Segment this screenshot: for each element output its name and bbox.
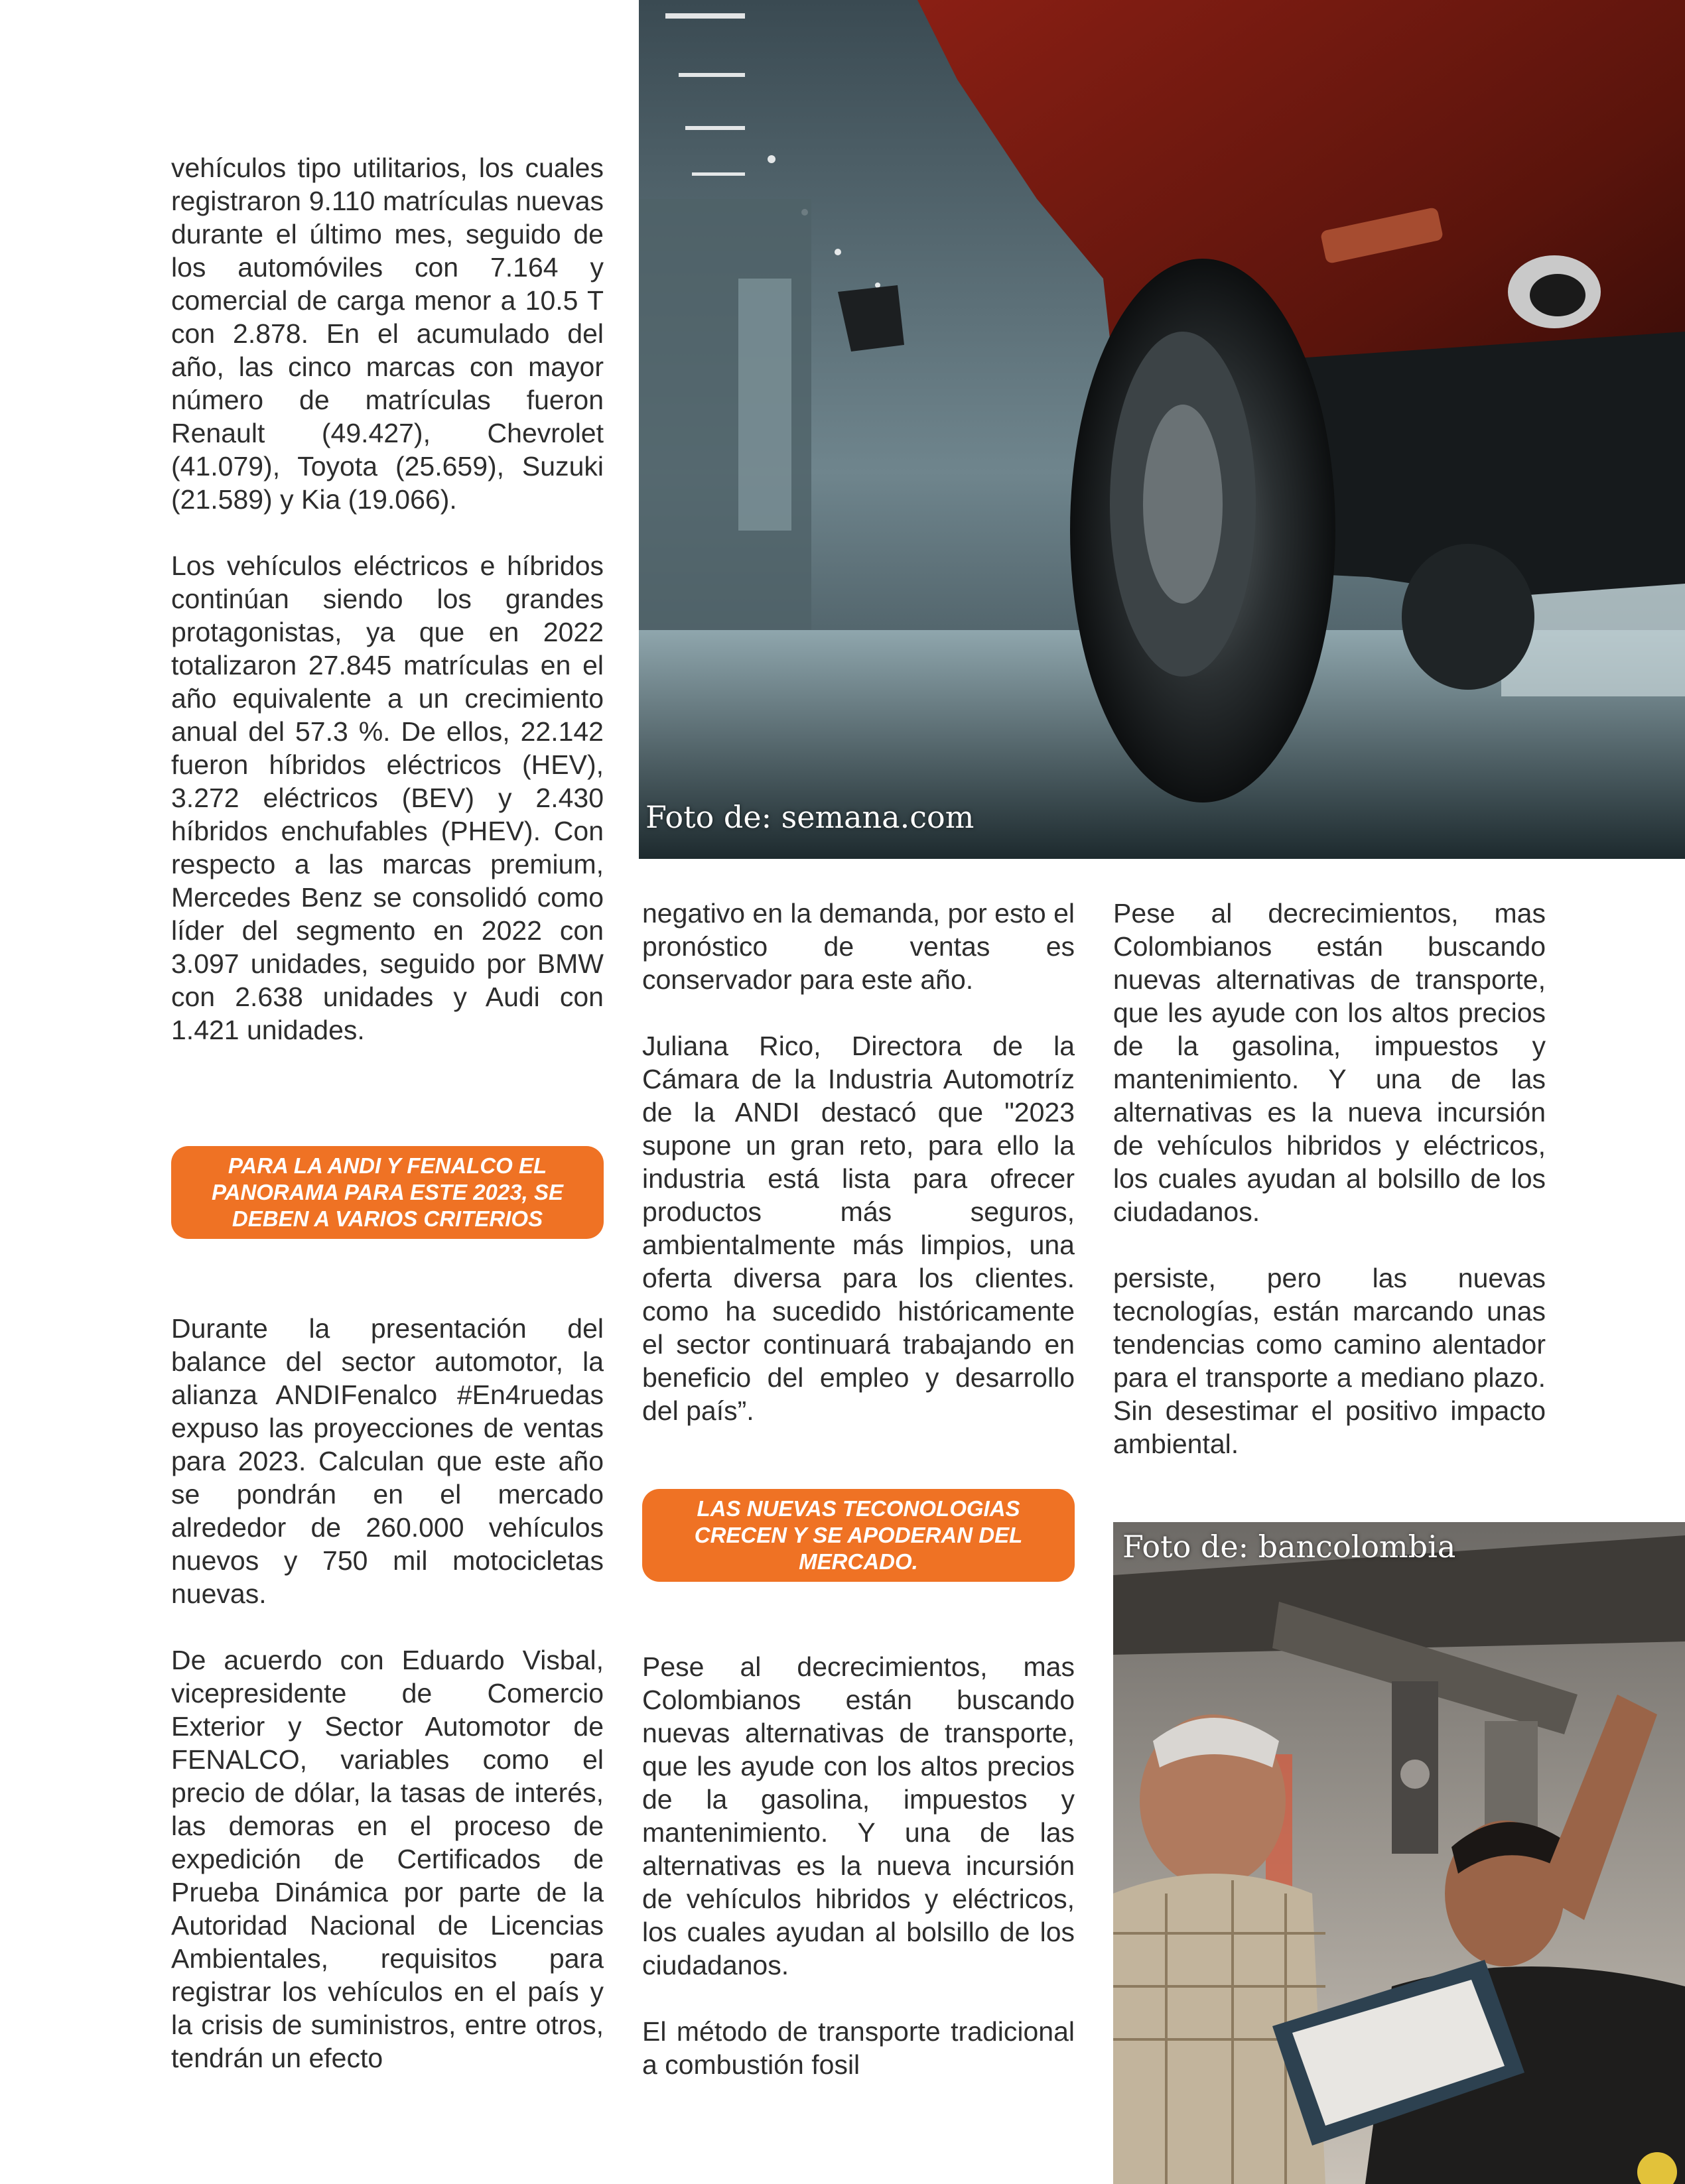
middle-para-3: Pese al decrecimientos, mas Colombianos están buscando nuevas alternativas de transporte, que les ayude con los altos precios de la gasolina, impuestos y mantenimiento. Y una de las alternativas es la nueva incursión de vehículos hibridos y eléctricos, los cuales ayudan al bolsillo de los ciudadanos. — [642, 1651, 1075, 1980]
left-para-3: Durante la presentación del balance del sector automotor, la alianza ANDIFenalco #En4ruedas expuso las proyecciones de ventas para 2023. Calculan que este año se pondrán en el mercado alrededor de 260.000 vehículos nuevos y 750 mil motocicletas nuevas. — [171, 1313, 604, 1609]
mechanics-photo — [1113, 1522, 1685, 2184]
middle-para-2: Juliana Rico, Directora de la Cámara de la Industria Automotríz de la ANDI destacó que "2023 supone un gran reto, para ello la industria está lista para ofrecer productos más seguros, ambientalmente más limpios, una oferta diversa para los clientes. como ha sucedido históricamente el sector continuará trabajando en beneficio del empleo y desarrollo del país”. — [642, 1031, 1075, 1426]
car-photo-illustration — [639, 0, 1685, 859]
middle-para-1: negativo en la demanda, por esto el pronóstico de ventas es conservador para este año. — [642, 898, 1075, 995]
car-underside-photo — [639, 0, 1685, 859]
middle-para-4: El método de transporte tradicional a combustión fosil — [642, 2016, 1075, 2080]
left-para-2: Los vehículos eléctricos e híbridos continúan siendo los grandes protagonistas, ya que en 2022 totalizaron 27.845 matrículas en el año equivalente a un crecimiento anual del 57.3 %. De ellos, 22.142 fueron híbridos eléctricos (HEV), 3.272 eléctricos (BEV) y 2.430 híbridos enchufables (PHEV). Con respecto a las marcas premium, Mercedes Benz se consolidó como líder del segmento en 2022 con 3.097 unidades, seguido por BMW con 2.638 unidades y Audi con 1.421 unidades. — [171, 550, 604, 1045]
left-para-1: vehículos tipo utilitarios, los cuales registraron 9.110 matrículas nuevas durante el último mes, seguido de los automóviles con 7.164 y comercial de carga menor a 10.5 T con 2.878. En el acumulado del año, las cinco marcas con mayor número de matrículas fueron Renault (49.427), Chevrolet (41.079), Toyota (25.659), Suzuki (21.589) y Kia (19.066). — [171, 153, 604, 515]
callout-new-technologies: LAS NUEVAS TECONOLOGIAS CRECEN Y SE APODERAN DEL MERCADO. — [642, 1489, 1075, 1582]
callout-andi-fenalco: PARA LA ANDI Y FENALCO EL PANORAMA PARA ESTE 2023, SE DEBEN A VARIOS CRITERIOS — [171, 1146, 604, 1239]
left-para-4: De acuerdo con Eduardo Visbal, vicepresidente de Comercio Exterior y Sector Automotor de FENALCO, variables como el precio de dólar, la tasas de interés, las demoras en el proceso de expedición de Certificados de Prueba Dinámica por parte de la Autoridad Nacional de Licencias Ambientales, requisitos para registrar los vehículos en el país y la crisis de suministros, entre otros, tendrán un efecto — [171, 1645, 604, 2073]
mechanics-photo-illustration — [1113, 1522, 1685, 2184]
photo-credit-semana: Foto de: semana.com — [645, 799, 975, 835]
photo-credit-bancolombia: Foto de: bancolombia — [1122, 1529, 1456, 1565]
right-para-1: Pese al decrecimientos, mas Colombianos están buscando nuevas alternativas de transporte, que les ayude con los altos precios de la gasolina, impuestos y mantenimiento. Y una de las alternativas es la nueva incursión de vehículos hibridos y eléctricos, los cuales ayudan al bolsillo de los ciudadanos. — [1113, 898, 1546, 1227]
right-para-2: persiste, pero las nuevas tecnologías, están marcando unas tendencias como camino alentador para el transporte a mediano plazo. Sin desestimar el positivo impacto ambiental. — [1113, 1263, 1546, 1459]
